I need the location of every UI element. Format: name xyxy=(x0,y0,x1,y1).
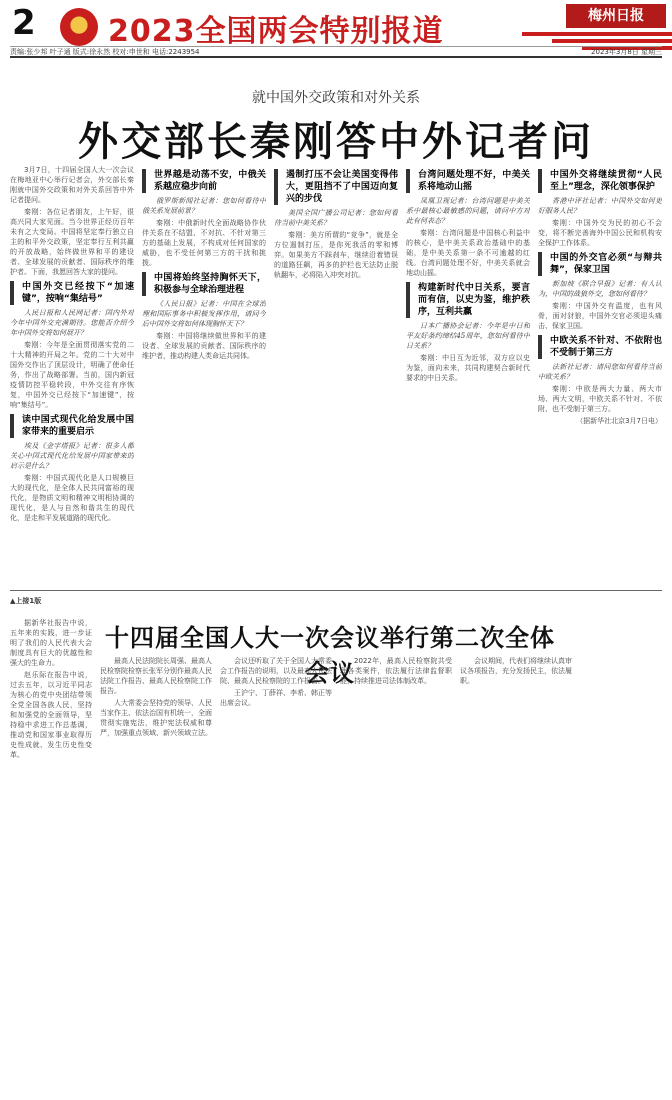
section-heading: 中欧关系不针对、不依附也不受制于第三方 xyxy=(538,335,662,359)
section-heading: 读中国式现代化给发展中国家带来的重要启示 xyxy=(10,414,134,438)
article2-paragraph: 会议期间，代表们将继续认真审议各项报告，充分发扬民主，依法履职。 xyxy=(460,657,572,685)
article-end-note: （据新华社北京3月7日电） xyxy=(576,417,662,425)
article2-paragraph: 据新华社报告中说，五年来的实践，进一步证明了我们的人民代表大会制度具有巨大的优越性和强大的生命力。 xyxy=(10,619,92,667)
section-heading: 世界越是动荡不安，中俄关系越应稳步向前 xyxy=(142,169,266,193)
minister-answer: 秦刚：中日互为近邻，双方应以史为鉴，面向未来，共同构建契合新时代要求的中日关系。 xyxy=(406,354,530,382)
reporter-question: 法新社记者：请问您如何看待当前中欧关系？ xyxy=(538,363,662,381)
article-lead: 3月7日，十四届全国人大一次会议在梅地亚中心举行记者会，外交部长秦刚就中国外交政策和对外关系回答中外记者提问。 xyxy=(10,166,134,204)
reporter-question: 新加坡《联合早报》记者：有人认为，中国的战狼外交，您如何看待？ xyxy=(538,280,662,298)
minister-answer: 秦刚：台湾问题是中国核心利益中的核心，是中美关系政治基础中的基础，是中美关系第一条不可逾越的红线。台湾问题处理不好，中美关系就会地动山摇。 xyxy=(406,229,530,277)
article2-paragraph: 王沪宁、丁薛祥、李希、韩正等出席会议。 xyxy=(220,689,332,707)
page-number: 2 xyxy=(12,3,36,43)
reporter-question: 美国全国广播公司记者：您如何看待当前中美关系？ xyxy=(274,209,398,227)
article-column-5 xyxy=(538,165,662,585)
meta-bar xyxy=(10,46,662,58)
issue-date: 2023年3月8日 星期三 xyxy=(591,47,662,56)
article2-paragraph: 人大常委会坚持党的领导、人民当家作主、依法治国有机统一，全面贯彻实施宪法，维护宪法权威和尊严，加强重点领域、新兴领域立法。 xyxy=(100,699,212,737)
minister-answer: 秦刚：今年是全面贯彻落实党的二十大精神的开局之年。党的二十大对中国外交作出了顶层设计，明确了使命任务，作出了战略部署。当前，国内新冠疫情防控平稳转段，中外交往有序恢复，中国外交已经按下“加速键”，按响“集结号”。 xyxy=(10,341,134,409)
minister-answer: 秦刚：中国外交有温度，也有风骨，面对豺狼，中国外交官必须迎头痛击、保家卫国。 xyxy=(538,302,662,330)
article-kicker: 就中国外交政策和对外关系 xyxy=(252,90,420,106)
article2-column-1 xyxy=(10,618,92,1086)
reporter-question: 《人民日报》记者：中国在全球治理和国际事务中积极发挥作用，请问今后中国外交将如何体现胸怀天下？ xyxy=(142,300,266,328)
paper-logo: 梅州日报 xyxy=(566,4,666,28)
article2-column-2 xyxy=(100,656,212,1086)
section-title: 2023全国两会特别报道 xyxy=(108,14,444,49)
article-column-3 xyxy=(274,165,398,585)
minister-answer: 秦刚：中俄新时代全面战略协作伙伴关系在不结盟、不对抗、不针对第三方的基础上发展，不构成对任何国家的威胁，也不受任何第三方的干扰和挑拨。 xyxy=(142,219,266,267)
masthead-decoration xyxy=(512,4,672,50)
reporter-question: 人民日报和人民网记者：国内外对今年中国外交充满期待。您能否介绍今年中国外交将如何展开？ xyxy=(10,309,134,337)
article2-column-5 xyxy=(460,656,572,1086)
article-column-4 xyxy=(406,165,530,585)
minister-answer: 秦刚：美方所谓的“竞争”，就是全方位遏制打压，是你死我活的零和博弈。如果美方不踩刹车，继续沿着错误的道路狂飙，再多的护栏也无法防止脱轨翻车，必将陷入冲突对抗。 xyxy=(274,231,398,279)
section-heading: 台湾问题处理不好，中美关系将地动山摇 xyxy=(406,169,530,193)
reporter-question: 埃及《金字塔报》记者：很多人都关心中国式现代化给发展中国家带来的启示是什么？ xyxy=(10,442,134,470)
article2-paragraph: 会议还听取了关于全国人大常委会工作报告的说明，以及最高人民法院、最高人民检察院的工作报告。 xyxy=(220,657,332,685)
minister-answer: 秦刚：中欧是两大力量、两大市场、两大文明，中欧关系不针对、不依附、也不受制于第三方。 xyxy=(538,385,662,413)
article2-column-3 xyxy=(220,656,332,1086)
minister-answer: 秦刚：中国将继续做世界和平的建设者、全球发展的贡献者、国际秩序的维护者，推动构建人类命运共同体。 xyxy=(142,332,266,360)
section-heading: 中国的外交官必须“与辩共舞”，保家卫国 xyxy=(538,252,662,276)
section-divider xyxy=(10,590,662,591)
article-headline: 外交部长秦刚答中外记者问 xyxy=(78,118,594,165)
masthead xyxy=(0,0,672,56)
minister-answer: 秦刚：中国外交为民的初心不会变，将不断完善海外中国公民和机构安全保护工作体系。 xyxy=(538,219,662,247)
section-heading: 中国外交将继续贯彻“人民至上”理念，深化领事保护 xyxy=(538,169,662,193)
national-emblem-icon xyxy=(60,8,98,46)
section-heading: 遏制打压不会让美国变得伟大，更阻挡不了中国迈向复兴的步伐 xyxy=(274,169,398,205)
section-heading: 中国外交已经按下“加速键”，按响“集结号” xyxy=(10,281,134,305)
reporter-question: 凤凰卫视记者：台湾问题是中美关系中最核心最敏感的问题，请问中方对此有何表态？ xyxy=(406,197,530,225)
article-body xyxy=(10,165,662,585)
section-heading: 中国将始终坚持胸怀天下，积极参与全球治理进程 xyxy=(142,272,266,296)
article2-paragraph: 赵乐际在报告中说，过去五年，以习近平同志为核心的党中央团结带领全党全国各族人民，坚持和加强党的全面领导，坚持稳中求进工作总基调，推动党和国家事业取得历史性成就、发生历史性变革。 xyxy=(10,671,92,759)
article2-paragraph: 最高人民法院院长周强、最高人民检察院检察长张军分别作最高人民法院工作报告、最高人民检察院工作报告。 xyxy=(100,657,212,695)
reporter-question: 俄罗斯新闻社记者：您如何看待中俄关系发展前景？ xyxy=(142,197,266,215)
section-heading: 构建新时代中日关系，要言而有信，以史为鉴，维护秩序，互利共赢 xyxy=(406,282,530,318)
reporter-question: 日本广播协会记者：今年是中日和平友好条约缔结45周年，您如何看待中日关系？ xyxy=(406,322,530,350)
article2-headline: 十四届全国人大一次会议举行第二次全体会议 xyxy=(105,623,555,687)
article2-body xyxy=(10,606,662,1086)
article-column-1 xyxy=(10,165,134,585)
reporter-question: 香港中评社记者：中国外交如何更好服务人民？ xyxy=(538,197,662,215)
article2-column-6 xyxy=(580,618,662,1086)
credits-line: 责编:张少邦 叶子通 版式:徐永然 校对:申世和 电话:2243954 xyxy=(10,47,200,56)
article2-column-4 xyxy=(340,656,452,1086)
continued-note: ▲上接1版 xyxy=(10,597,42,605)
article-column-2 xyxy=(142,165,266,585)
opening-remark: 秦刚：各位记者朋友，上午好，很高兴同大家见面。当今世界正经历百年未有之大变局。中国将坚定奉行独立自主的和平外交政策，坚定奉行互利共赢的开放战略，始终做世界和平的建设者、全球发展的贡献者、国际秩序的维护者。下面，我愿回答大家的提问。 xyxy=(10,208,134,276)
minister-answer: 秦刚：中国式现代化是人口规模巨大的现代化，是全体人民共同富裕的现代化，是物质文明和精神文明相协调的现代化，是人与自然和谐共生的现代化，是走和平发展道路的现代化。 xyxy=(10,474,134,522)
article2-paragraph: 2022年，最高人民检察院共受理各类案件，依法履行法律监督职能，持续推进司法体制改革。 xyxy=(340,657,452,685)
